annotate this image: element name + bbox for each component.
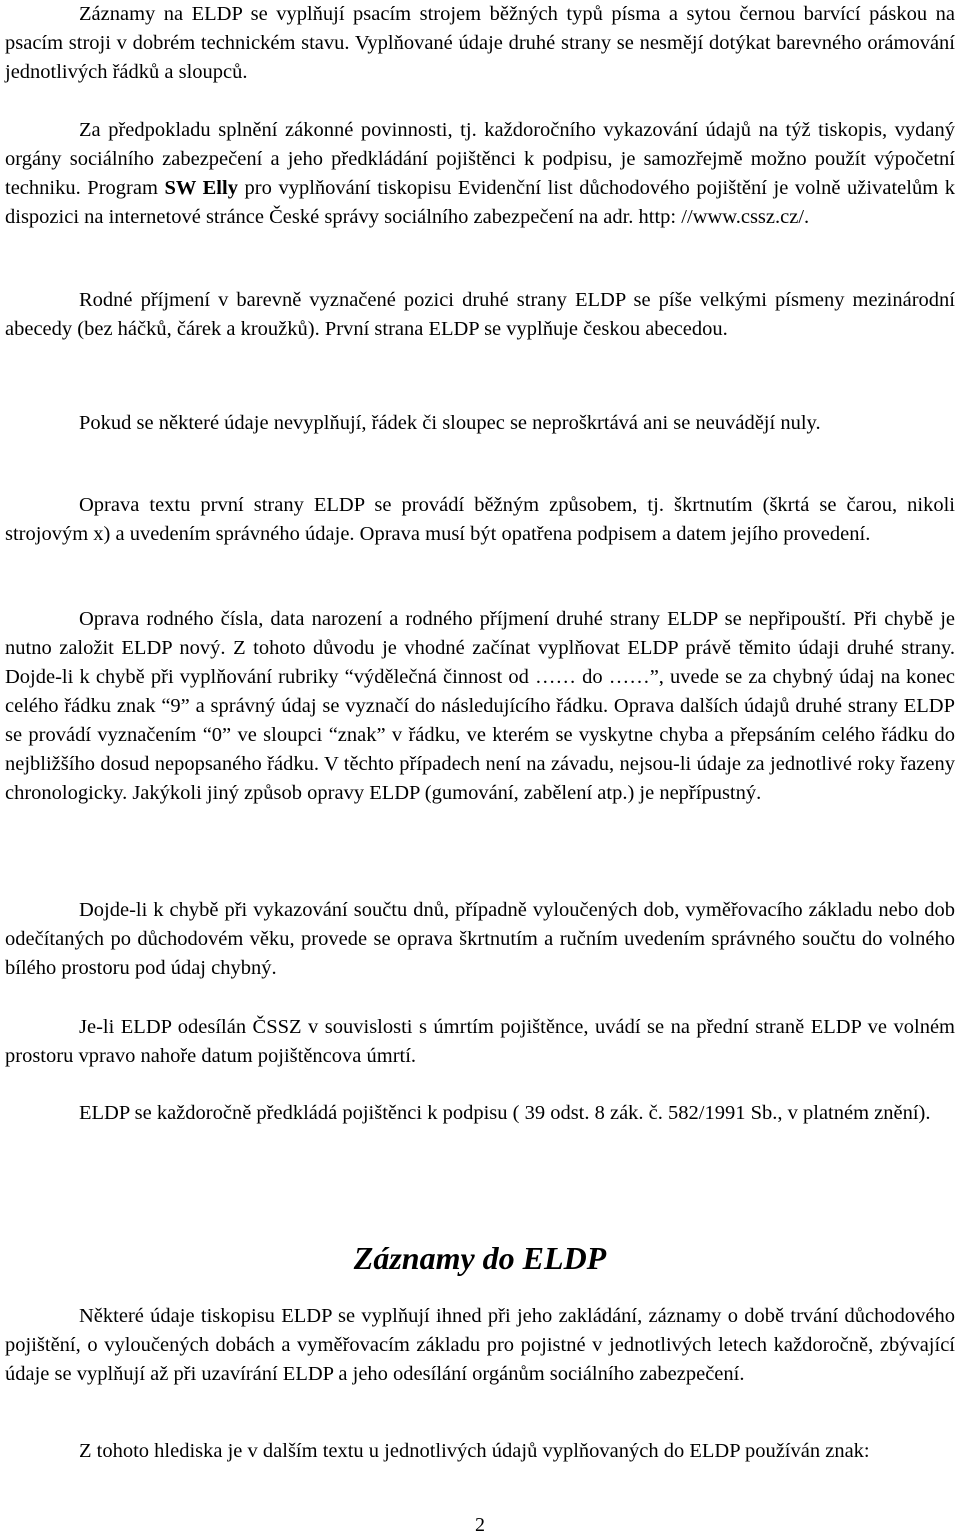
paragraph-software xyxy=(5,116,955,232)
paragraph-death: Je-li ELDP odesílán ČSSZ v souvislosti s úmrtím pojištěnce, uvádí se na přední straně ELDP ve volném prostoru vpravo nahoře datum pojištěncova úmrtí. xyxy=(5,1016,955,1067)
paragraph-software-text-2: pro vyplňování tiskopisu Evidenční list důchodového pojištění je volně uživatelům k dispozici na internetové stránce České správy sociálního zabezpečení na adr. http: //www.cssz.cz/. xyxy=(5,177,955,228)
paragraph-second-page-correction: Oprava rodného čísla, data narození a rodného příjmení druhé strany ELDP se nepřipouští. Při chybě je nutno založit ELDP nový. Z tohoto důvodu je vhodné začínat vyplňovat ELDP právě těmito údaji druhé strany. Dojde-li k chybě při vyplňování rubriky “výdělečná činnost od …… do ……”, uvede se za chybný údaj na konec celého řádku znak “9” a správný údaj se vyznačí do následujícího řádku. Oprava dalších údajů druhé strany ELDP se provádí vyznačením “0” ve sloupci “znak” v řádku, ve kterém se vyskytne chyba a přepsáním celého řádku do nejbližšího dosud nepopsaného řádku. V těchto případech není na závadu, nejsou-li údaje za jednotlivé roky řazeny chronologicky. Jakýkoli jiný způsob opravy ELDP (gumování, zabělení atp.) je nepřípustný. xyxy=(5,608,955,804)
paragraph-birth-surname: Rodné příjmení v barevně vyznačené pozici druhé strany ELDP se píše velkými písmeny mezinárodní abecedy (bez háčků, čárek a kroužků). První strana ELDP se vyplňuje českou abecedou. xyxy=(5,289,955,340)
paragraph-symbol-intro: Z tohoto hlediska je v dalším textu u jednotlivých údajů vyplňovaných do ELDP používán znak: xyxy=(79,1440,870,1462)
paragraph-sum-correction: Dojde-li k chybě při vykazování součtu dnů, případně vyloučených dob, vyměřovacího základu nebo dob odečítaných po důchodovém věku, provede se oprava škrtnutím a ručním uvedením správného součtu do volného bílého prostoru pod údaj chybný. xyxy=(5,899,955,979)
paragraph-typewriter-rules: Záznamy na ELDP se vyplňují psacím strojem běžných typů písma a sytou černou barvící páskou na psacím stroji v dobrém technickém stavu. Vyplňované údaje druhé strany se nesmějí dotýkat barevného orámování jednotlivých řádků a sloupců. xyxy=(5,3,955,83)
paragraph-annual-signature: ELDP se každoročně předkládá pojištěnci k podpisu ( 39 odst. 8 zák. č. 582/1991 Sb., v platném znění). xyxy=(79,1102,931,1124)
paragraph-software-text-1: Za předpokladu splnění zákonné povinnosti, tj. každoročního vykazování údajů na týž tiskopis, vydaný orgány sociálního zabezpečení a jeho předkládání pojištěnci k podpisu, je samozřejmě možno použít výpočetní techniku. Program xyxy=(5,119,955,199)
page-number: 2 xyxy=(475,1514,485,1536)
paragraph-empty-fields: Pokud se některé údaje nevyplňují, řádek či sloupec se neproškrtává ani se neuvádějí nuly. xyxy=(79,412,821,434)
section-heading: Záznamy do ELDP xyxy=(353,1240,607,1276)
paragraph-first-page-correction: Oprava textu první strany ELDP se provádí běžným způsobem, tj. škrtnutím (škrtá se čarou, nikoli strojovým x) a uvedením správného údaje. Oprava musí být opatřena podpisem a datem jejího provedení. xyxy=(5,494,955,545)
paragraph-records-intro: Některé údaje tiskopisu ELDP se vyplňují ihned při jeho zakládání, záznamy o době trvání důchodového pojištění, o vyloučených dobách a vyměřovacím základu pro pojistné v jednotlivých letech každoročně, zbývající údaje se vyplňují až při uzavírání ELDP a jeho odesílání orgánům sociálního zabezpečení. xyxy=(5,1305,955,1385)
program-name: SW Elly xyxy=(164,177,238,199)
